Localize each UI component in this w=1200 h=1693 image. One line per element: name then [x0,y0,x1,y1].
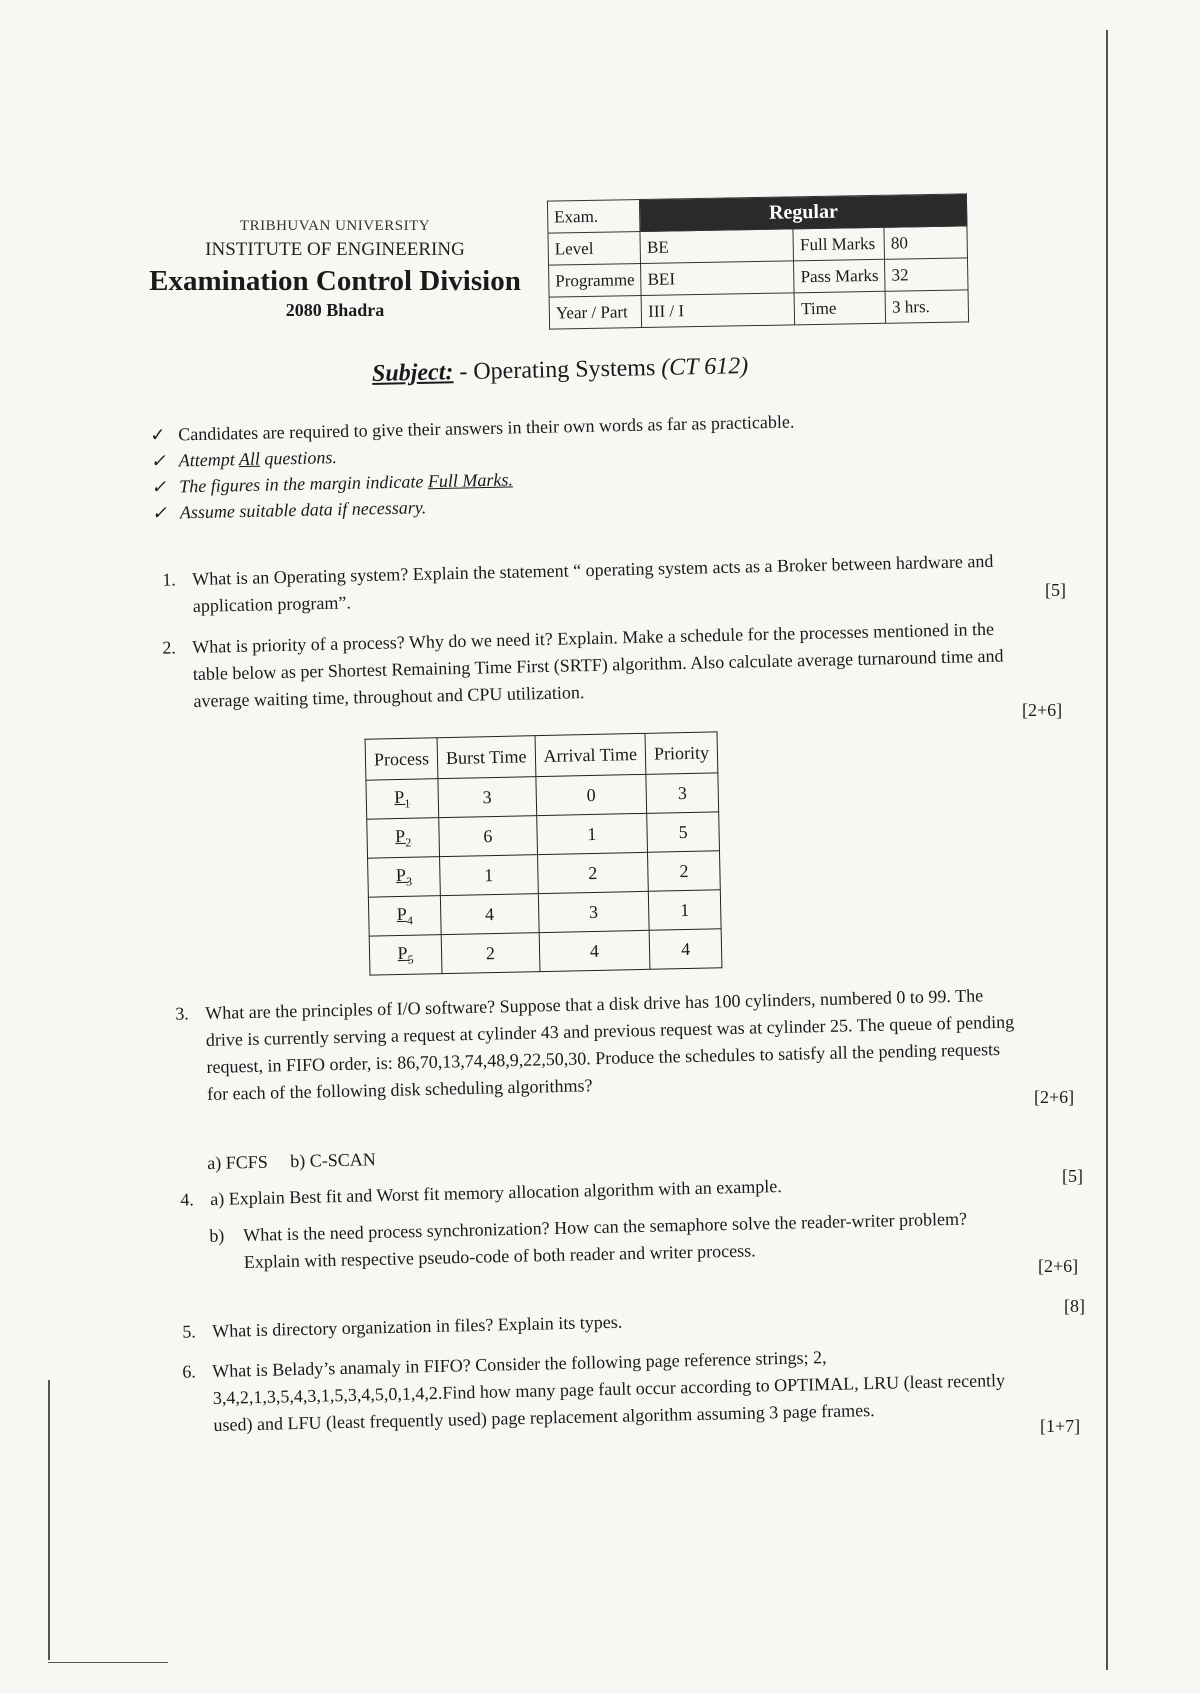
subject-code: (CT 612) [661,353,749,381]
question-text: What is an Operating system? Explain the statement “ operating system acts as a Broker between hardware and application program”. [192,550,994,616]
process-id: $P_5$ [369,935,442,975]
table-row [369,929,722,975]
q2-marks: [2+6] [1022,700,1063,720]
part-label: a) [210,1188,225,1209]
year-part-label: Year / Part [549,296,642,330]
level-label: Level [548,232,641,266]
column-header: Priority [645,732,718,774]
subject-label: Subject: [371,359,454,387]
subject-dash: - [459,358,468,386]
burst-time: 2 [441,933,539,974]
exam-date: 2080 Bhadra [285,300,385,320]
division-name: Examination Control Division [149,265,521,297]
question-text: What are the principles of I/O software? Suppose that a disk drive has 100 cylinders, numbered 0 to 99. The drive is currently serving a request at cylinder 43 and previous request was at cylinder 25. The queue of pending request, in FIFO order, is: 86,70,13,74,48,9,22,50,30. Produce the schedules to satisfy all the pending requests for each of the following disk scheduling algorithms? [205,985,1015,1104]
institute-name: INSTITUTE OF ENGINEERING [205,239,465,260]
exam-label: Exam. [547,200,640,234]
instruction-text: Attempt [178,449,235,471]
instruction-emphasis: All [238,448,261,470]
instruction-text: The figures in the margin indicate [179,471,424,497]
q3-marks: [2+6] [1034,1087,1075,1107]
programme-label: Programme [549,264,642,298]
process-id: $P_1$ [366,779,439,819]
column-header: Arrival Time [535,733,646,776]
question-number: 3. [175,1003,190,1024]
pass-marks-value: 32 [885,258,969,291]
priority: 4 [649,929,722,969]
instruction-text: questions. [264,447,338,469]
part-label: b) [209,1225,225,1246]
university-name: TRIBHUVAN UNIVERSITY [239,218,431,234]
q4a-marks: [5] [1062,1166,1083,1186]
exam-info-table [547,193,969,329]
scan-border-right [1106,30,1108,1670]
instruction-emphasis: Full Marks. [427,469,514,492]
process-table [365,731,723,975]
question-text: What is priority of a process? Why do we need it? Explain. Make a schedule for the processes mentioned in the table below as per Shortest Remaining Time First (SRTF) algorithm. Also calculate average turnaround time and average waiting time, throughout and CPU utilization. [192,618,1004,711]
instruction-text: Candidates are required to give their answers in their own words as far as practicable. [177,411,795,445]
question-3 [175,982,1019,1108]
process-id: $P_3$ [368,857,441,897]
exam-header [130,218,540,321]
process-id: $P_4$ [368,896,441,936]
question-number: 6. [182,1361,197,1382]
time-label: Time [794,291,885,325]
arrival-time: 3 [538,891,649,932]
priority: 1 [648,890,721,930]
full-marks-label: Full Marks [793,227,884,261]
question-text: What is Belady’s anamaly in FIFO? Consider the following page reference strings; 2, 3,4,2,1,3,5,4,3,1,5,3,4,5,0,1,4,2.Find how many page fault occur according to OPTIMAL, LRU (least recently used) and LFU (least frequently used) page replacement algorithm assuming 3 page frames. [212,1347,1006,1435]
arrival-time: 1 [536,813,647,854]
question-4b [209,1204,1027,1276]
column-header: Burst Time [437,736,535,779]
question-number: 1. [162,569,177,590]
arrival-time: 2 [537,852,648,893]
level-value: BE [640,229,794,264]
question-4a [180,1168,1010,1213]
process-id: $P_2$ [367,818,440,858]
question-number: 4. [180,1189,195,1210]
programme-value: BEI [641,261,795,296]
scan-border-left [48,1380,50,1660]
arrival-time: 4 [539,930,650,971]
checkmark-icon: ✓ [150,450,167,471]
question-5 [182,1300,1012,1345]
pass-marks-label: Pass Marks [794,259,885,293]
question-text: Explain Best fit and Worst fit memory allocation algorithm with an example. [228,1176,782,1209]
subject-line [372,353,749,388]
question-text: What is directory organization in files? Explain its types. [212,1311,623,1341]
burst-time: 1 [440,855,538,896]
q4b-marks: [2+6] [1038,1256,1079,1276]
arrival-time: 0 [535,774,646,815]
question-number: 5. [182,1321,197,1342]
question-2 [162,615,1014,715]
checkmark-icon: ✓ [151,476,167,497]
checkmark-icon: ✓ [150,424,166,445]
priority: 5 [647,812,720,852]
q1-marks: [5] [1045,580,1066,600]
priority: 2 [648,851,721,891]
instructions-list [150,407,1012,529]
burst-time: 6 [439,816,537,857]
subject-name: Operating Systems [473,355,656,385]
scan-border-bottom [48,1662,168,1663]
question-number: 2. [162,637,177,658]
priority: 3 [646,773,719,813]
question-1 [162,548,1008,620]
burst-time: 4 [440,894,538,935]
q3-options: a) FCFS b) C-SCAN [207,1149,377,1173]
instruction-text: Assume suitable data if necessary. [179,497,427,523]
burst-time: 3 [438,777,536,818]
question-6 [182,1340,1026,1439]
time-value: 3 hrs. [885,290,969,323]
checkmark-icon: ✓ [151,502,168,523]
q5-marks: [8] [1064,1296,1085,1316]
full-marks-value: 80 [884,226,968,259]
column-header: Process [365,738,438,780]
question-text: What is the need process synchronization? How can the semaphore solve the reader-writer problem? Explain with respective pseudo-code of both reader and writer process. [243,1208,968,1272]
q6-marks: [1+7] [1040,1416,1081,1436]
exam-type-value: Regular [640,194,967,232]
year-part-value: III / I [641,293,795,328]
